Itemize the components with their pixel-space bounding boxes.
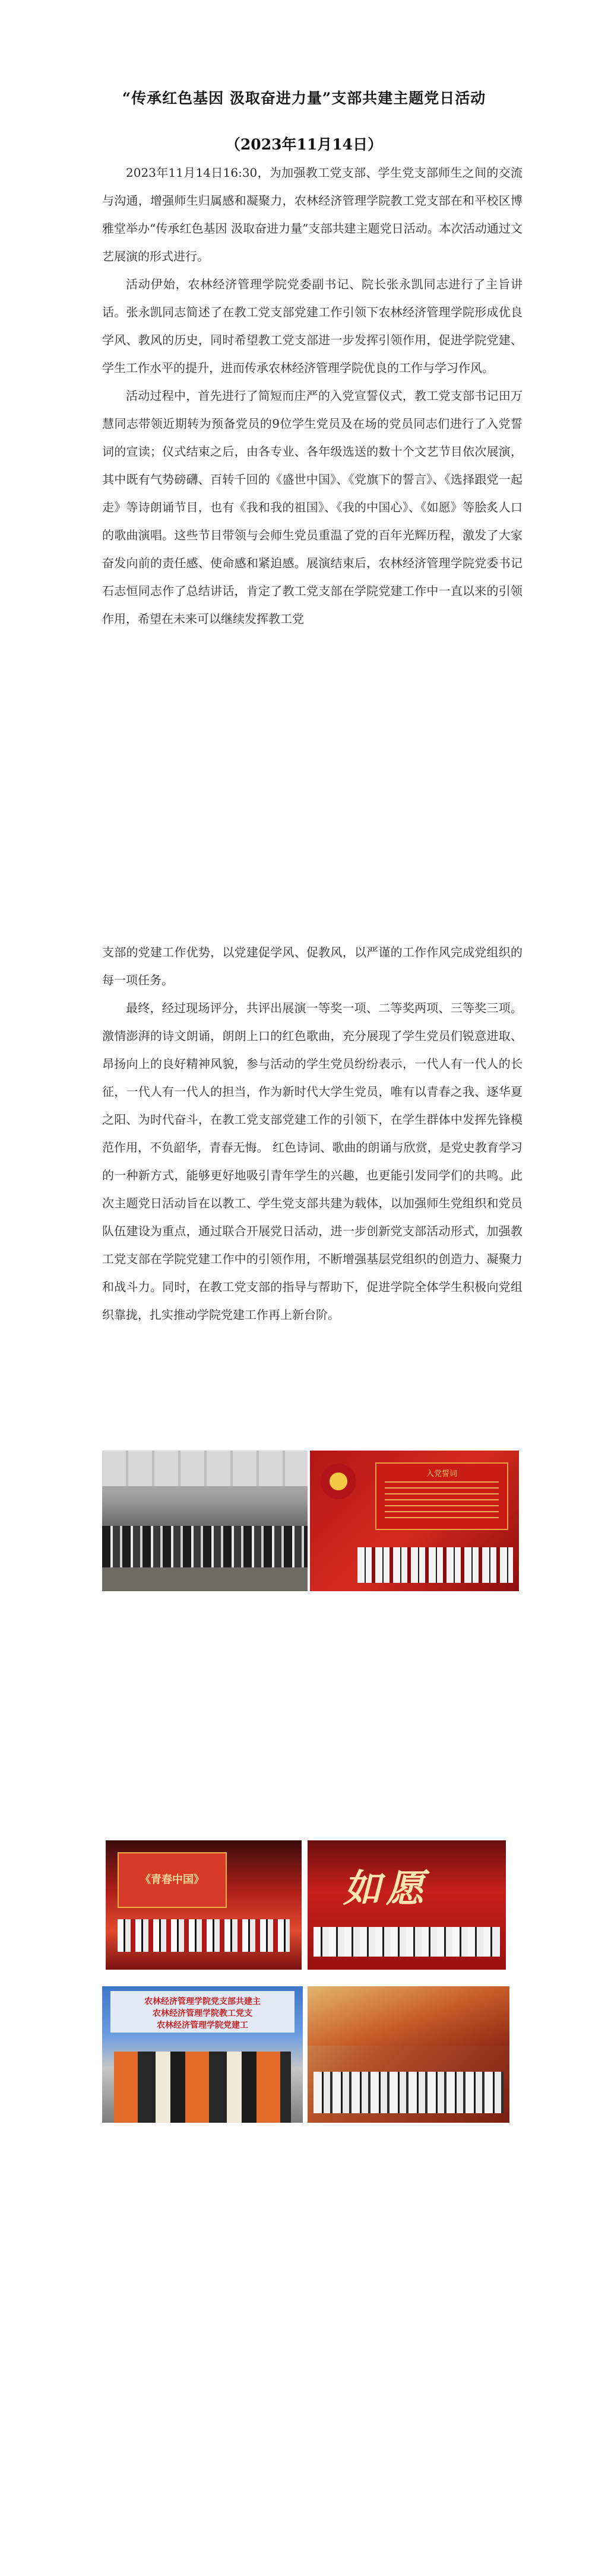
- paragraph: 2023年11月14日16:30，为加强教工党支部、学生党支部师生之间的交流与沟通，增强师生归属感和凝聚力，农林经济管理学院教工党支部在和平校区博雅堂举办“传承红色基因 汲取奋进力量”支部共建主题党日活动。本次活动通过文艺展演的形式进行。: [102, 166, 522, 263]
- photo-award-recipients: [114, 2052, 291, 2123]
- photo-oath-screen: [375, 1462, 508, 1530]
- oath-screen-title: 入党誓词: [426, 1470, 457, 1478]
- oath-screen-text-lines: [385, 1481, 499, 1523]
- paragraph: 活动伊始，农林经济管理学院党委副书记、院长张永凯同志进行了主旨讲话。张永凯同志简述了在教工党支部党建工作引领下农林经济管理学院形成优良学风、教风的历史，同时希望教工党支部进一步发挥引领作用，促进学院党建、学生工作水平的提升，进而传承农林经济管理学院优良的工作与学习作风。: [102, 277, 522, 375]
- photo-great-wall-backdrop: [308, 1986, 509, 2046]
- article-body-bottom: [102, 939, 522, 1329]
- stage-screen-text: 《青春中国》: [140, 1874, 204, 1886]
- article-date: （2023年11月14日）: [225, 136, 383, 153]
- photo-people-row: [357, 1547, 513, 1583]
- paragraph: 最终，经过现场评分，共评出展演一等奖一项、二等奖两项、三等奖三项。激情澎湃的诗文朗诵，朗朗上口的红色歌曲，充分展现了学生党员们锐意进取、昂扬向上的良好精神风貌，参与活动的学生党员纷纷表示，一代人有一代人的长征，一代人有一代人的担当，作为新时代大学生党员，唯有以青春之我、逐华夏之阳、为时代奋斗，在教工党支部党建工作的引领下，在学生群体中发挥先锋模范作用，不负韶华，青春无悔。 红色诗词、歌曲的朗诵与欣赏，是党史教育学习的一种新方式，能够更好地吸引青年学生的兴趣，也更能引发同学们的共鸣。此次主题党日活动旨在以教工、学生党支部共建为载体，以加强师生党组织和党员队伍建设为重点，通过联合开展党日活动，进一步创新党支部活动形式，加强教工党支部在学院党建工作中的引领作用，不断增强基层党组织的创造力、凝聚力和战斗力。同时，在教工党支部的指导与帮助下，促进学院全体学生积极向党组织靠拢，扎实推动学院党建工作再上新台阶。: [102, 1001, 522, 1322]
- party-emblem-icon: [321, 1464, 356, 1499]
- paragraph: 支部的党建工作优势，以党建促学风、促教风，以严谨的工作作风完成党组织的每一项任务。: [102, 945, 522, 987]
- photo-performers-row: [118, 1919, 290, 1952]
- photo-oath-ceremony: [310, 1451, 519, 1591]
- article-body-top: [102, 159, 522, 633]
- photo-stage-screen: [118, 1852, 227, 1908]
- award-banner-line: 农林经济管理学院党支部共建主: [144, 1997, 261, 2006]
- photo-recitation-stage: [106, 1840, 302, 1970]
- award-banner-text: [110, 1996, 294, 2031]
- photo-award-ceremony: [102, 1986, 303, 2123]
- photo-people-row: [102, 1526, 308, 1567]
- photo-performers-row: [314, 1927, 500, 1957]
- award-banner-line: 农林经济管理学院教工党支: [153, 2009, 252, 2018]
- photo-floor: [102, 1567, 308, 1591]
- photo-ceiling: [102, 1451, 308, 1486]
- photo-song-performance: [308, 1840, 506, 1970]
- award-banner-line: 农林经济管理学院党建工: [157, 2021, 248, 2030]
- paragraph: 活动过程中，首先进行了简短而庄严的入党宣誓仪式，教工党支部书记田万慧同志带领近期转为预备党员的9位学生党员及在场的党员同志们进行了入党誓词的宣读；仪式结束之后，由各专业、各年级选送的数十个文艺节目依次展演，其中既有气势磅礴、百转千回的《盛世中国》、《党旗下的誓言》、《选择跟党一起走》等诗朗诵节目，也有《我和我的祖国》、《我的中国心》、《如愿》等脍炙人口的歌曲演唱。这些节目带领与会师生党员重温了党的百年光辉历程，激发了大家奋发向前的责任感、使命感和紧迫感。展演结束后，农林经济管理学院党委书记石志恒同志作了总结讲话，肯定了教工党支部在学院党建工作中一直以来的引领作用，希望在未来可以继续发挥教工党: [102, 389, 522, 626]
- photo-award-banner: [110, 1991, 294, 2033]
- photo-performers-row: [314, 2072, 504, 2113]
- photo-great-wall-performance: [308, 1986, 509, 2123]
- photo-ceremony-audience: [102, 1451, 308, 1591]
- song-backdrop-text: 如愿: [343, 1866, 429, 1911]
- article-title: “传承红色基因 汲取奋进力量”支部共建主题党日活动: [122, 90, 486, 107]
